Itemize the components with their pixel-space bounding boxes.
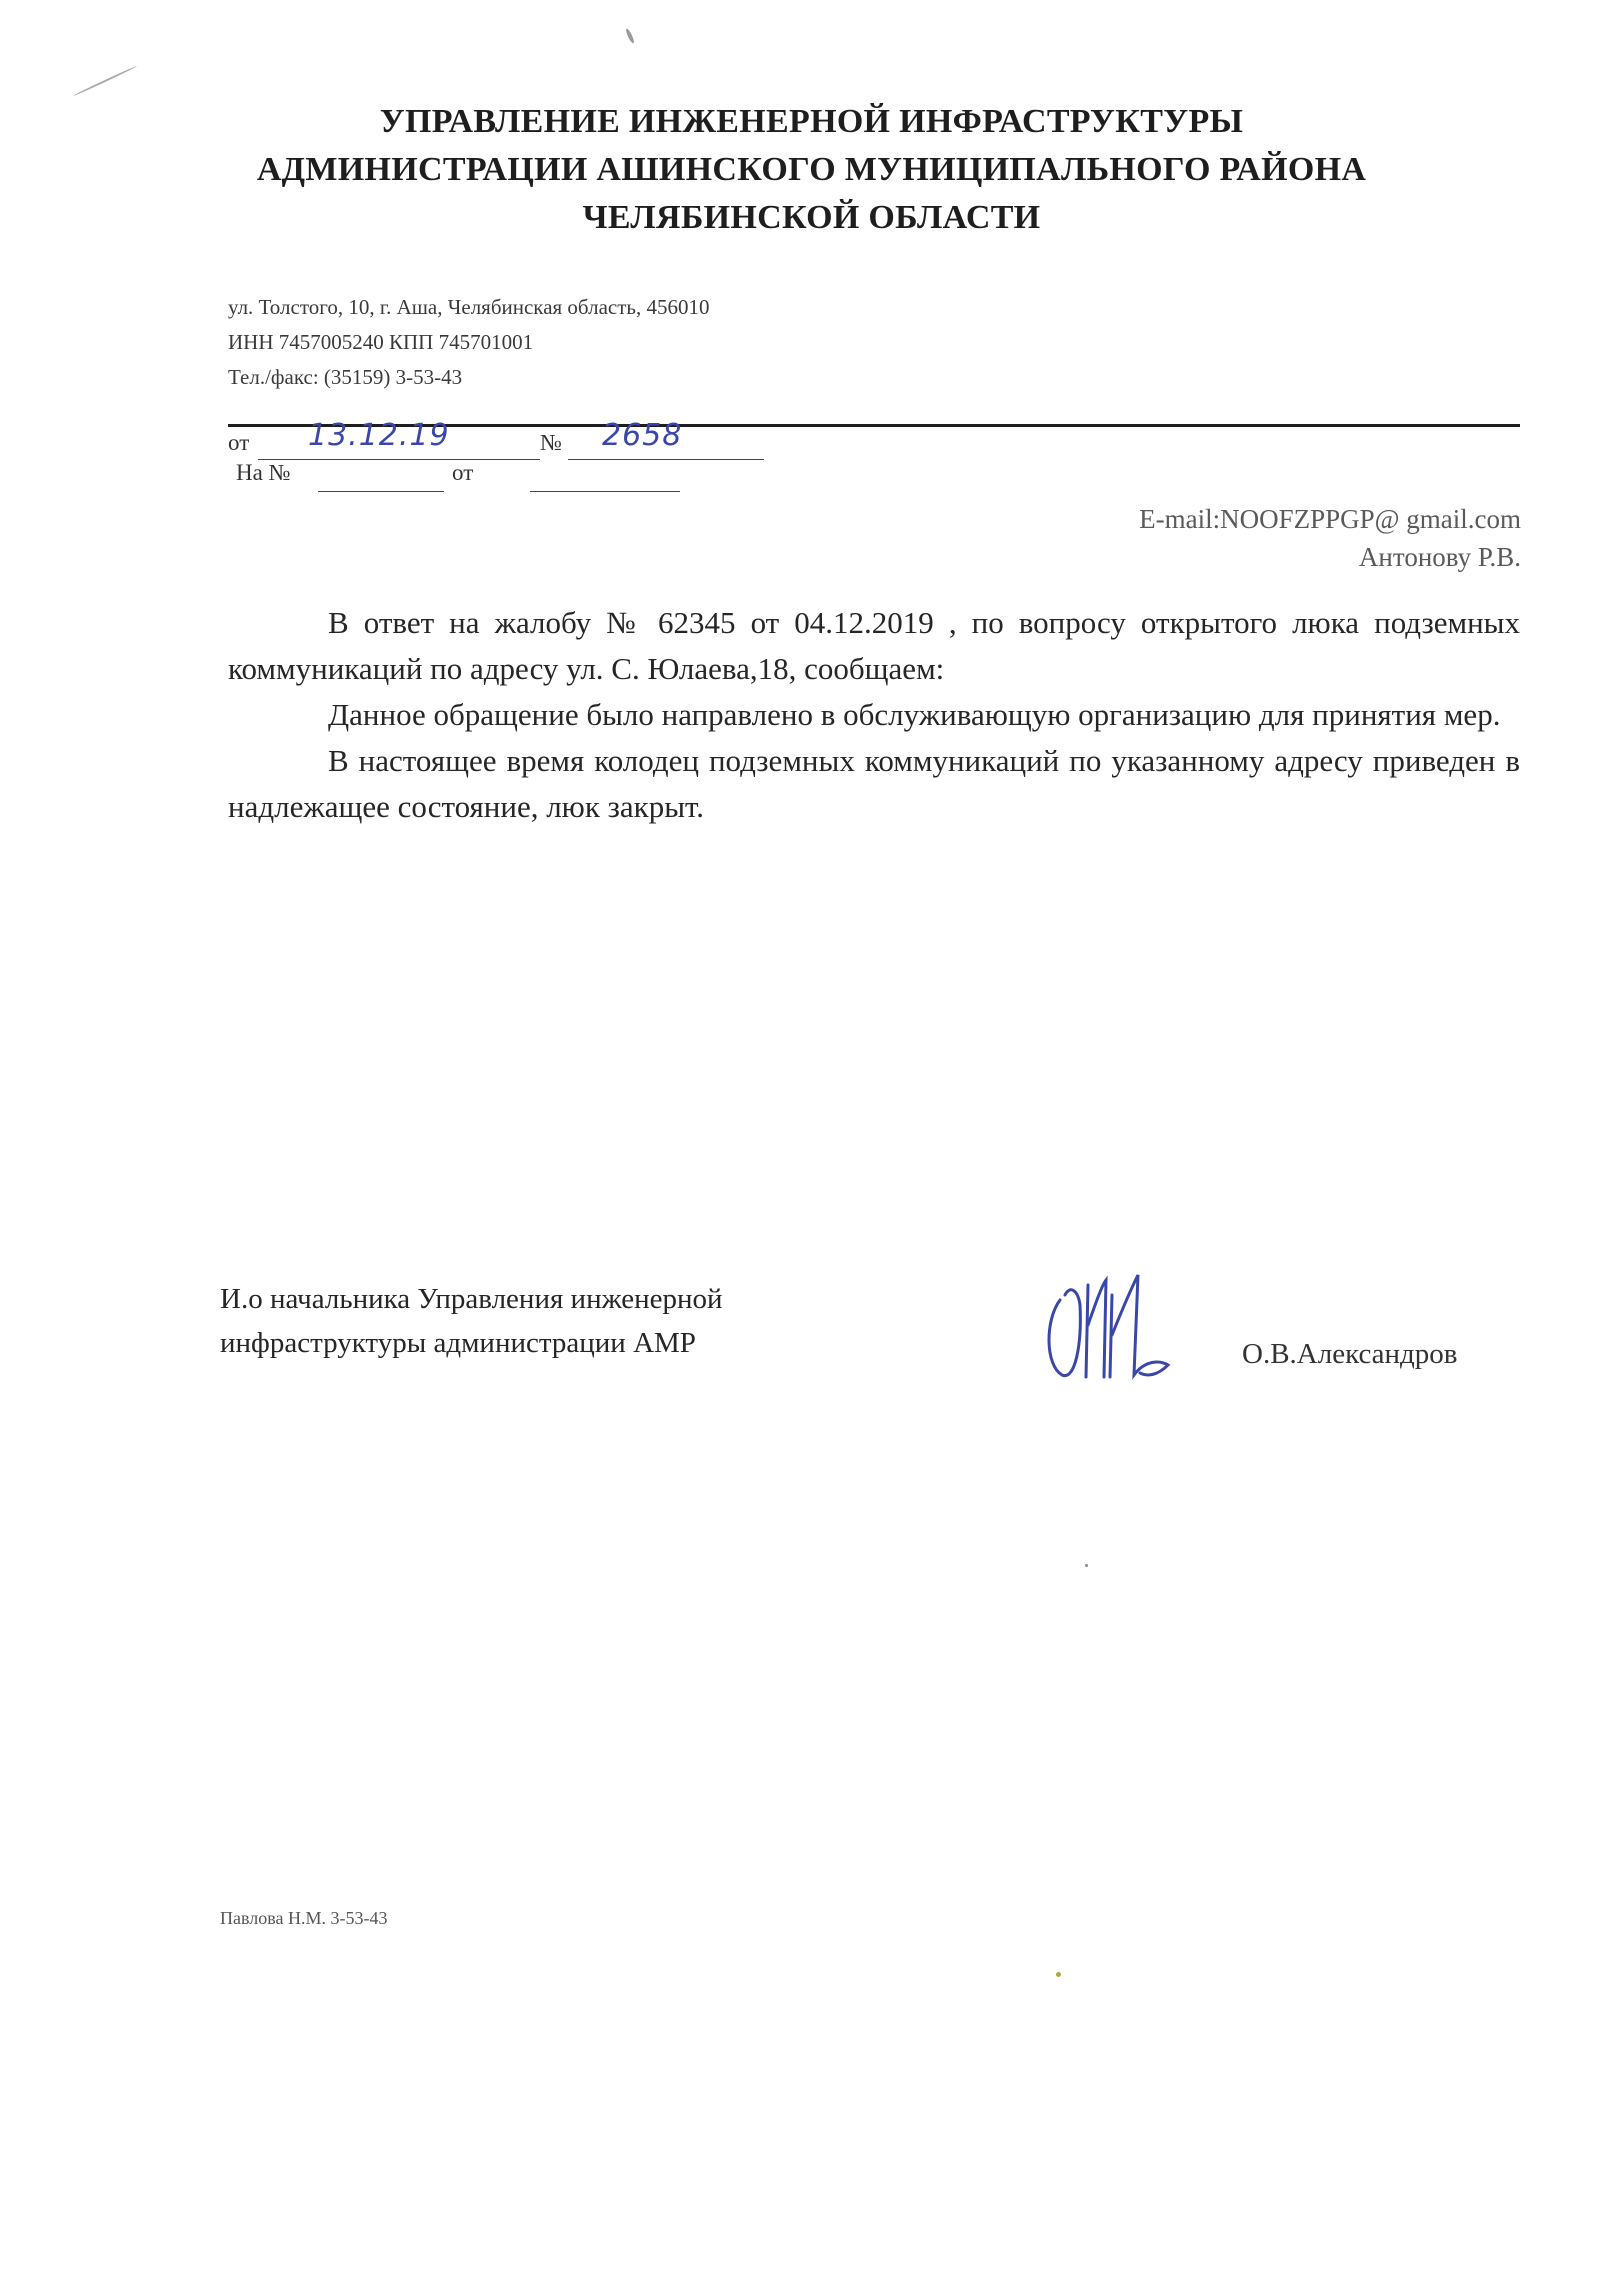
scan-mark [73,65,137,96]
letter-body [228,600,1520,830]
organization-inn-kpp: ИНН 7457005240 КПП 745701001 [228,330,534,354]
outgoing-number-blank [568,458,764,460]
outgoing-date-blank [258,458,540,460]
outgoing-date-label: от [228,430,250,455]
scan-speck [1085,1564,1088,1567]
reply-number-label: На № [236,460,291,485]
letterhead [0,98,1623,242]
outgoing-number-label: № [540,430,562,455]
letterhead-line-2: АДМИНИСТРАЦИИ АШИНСКОГО МУНИЦИПАЛЬНОГО РАЙОНА [256,151,1367,188]
addressee-email: E-mail:NOOFZPPGP@ gmail.com [1139,504,1521,534]
organization-phone: Тел./факс: (35159) 3-53-43 [228,365,463,389]
signatory-title [220,1277,723,1365]
body-paragraph-2: Данное обращение было направлено в обслуживающую организацию для принятия мер. [328,697,1501,732]
signatory-title-line-2: инфраструктуры администрации АМР [220,1327,696,1359]
body-paragraph-1: В ответ на жалобу № 62345 от 04.12.2019 , по вопросу открытого люка подземных коммуникаций по адресу ул. С. Юлаева,18, сообщаем: [228,605,1520,686]
signatory-name: О.В.Александров [1242,1338,1458,1370]
addressee-name: Антонову Р.В. [1358,542,1521,572]
letterhead-line-3: ЧЕЛЯБИНСКОЙ ОБЛАСТИ [582,199,1041,236]
reply-number-blank [318,490,444,492]
letterhead-line-1: УПРАВЛЕНИЕ ИНЖЕНЕРНОЙ ИНФРАСТРУКТУРЫ [379,103,1244,140]
reply-date-label: от [452,460,474,485]
addressee-block [1139,500,1521,576]
scan-mark [625,28,635,44]
reply-date-blank [530,490,680,492]
body-paragraph-3: В настоящее время колодец подземных коммуникаций по указанному адресу приведен в надлежащее состояние, люк закрыт. [228,743,1520,824]
organization-address: ул. Толстого, 10, г. Аша, Челябинская область, 456010 [228,295,710,319]
scan-speck [1056,1972,1061,1977]
organization-requisites [228,290,709,395]
handwritten-signature [1040,1265,1190,1395]
executor-note: Павлова Н.М. 3-53-43 [220,1908,388,1928]
outgoing-date-handwritten: 13.12.19 [308,418,450,453]
signatory-title-line-1: И.о начальника Управления инженерной [220,1283,723,1315]
outgoing-number-handwritten: 2658 [602,418,683,453]
